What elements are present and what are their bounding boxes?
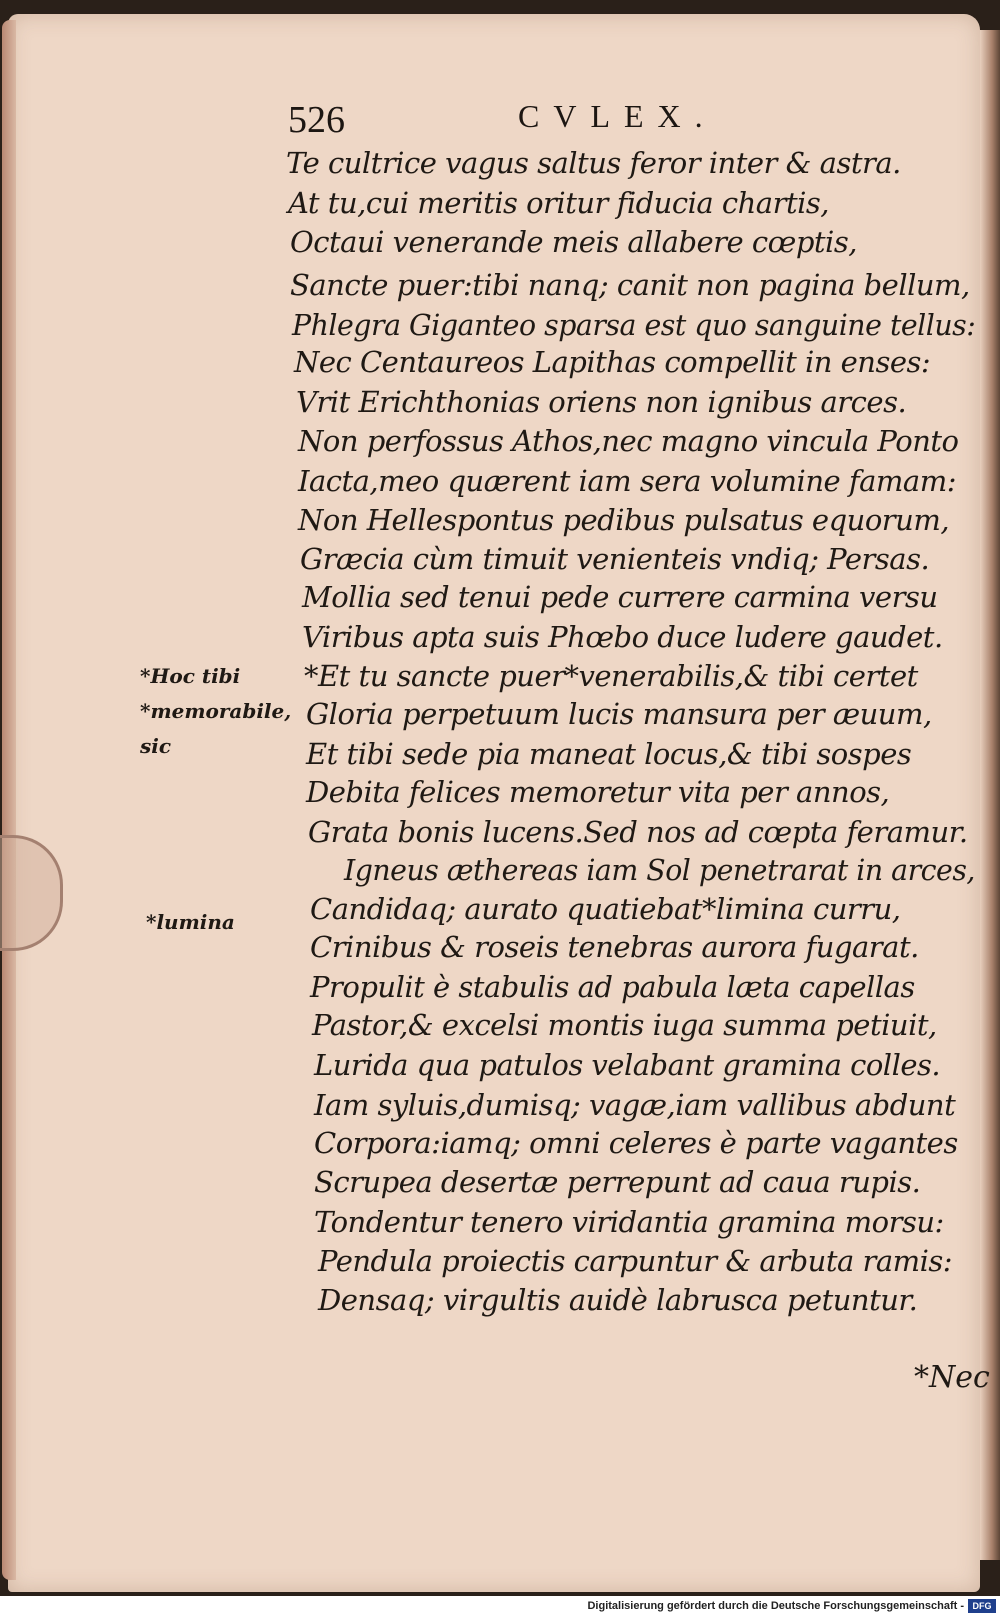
verse-line: *Et tu sancte puer*venerabilis,& tibi certet — [304, 659, 918, 693]
verse-line: Et tibi sede pia maneat locus,& tibi sospes — [306, 737, 912, 771]
verse-line: Nec Centaureos Lapithas compellit in enses: — [294, 345, 931, 379]
verse-line: Propulit è stabulis ad pabula læta capellas — [310, 970, 915, 1004]
verse-line: At tu,cui meritis oritur fiducia chartis, — [288, 186, 829, 220]
verse-line: Non perfossus Athos,nec magno vincula Ponto — [298, 424, 959, 458]
page-number: 526 — [288, 99, 345, 141]
verse-line: Iacta,meo quærent iam sera volumine famam: — [298, 464, 956, 498]
verse-line: Mollia sed tenui pede currere carmina versu — [302, 580, 938, 614]
verse-line: Grata bonis lucens.Sed nos ad cœpta feramur. — [308, 815, 968, 849]
verse-line: Vrit Erichthonias oriens non ignibus arces. — [296, 385, 907, 419]
verse-line: Pastor,& excelsi montis iuga summa petiuit, — [312, 1008, 937, 1042]
dfg-logo: DFG — [968, 1599, 996, 1613]
verse-line: Scrupea desertæ perrepunt ad caua rupis. — [314, 1165, 921, 1199]
verse-line: Crinibus & roseis tenebras aurora fugarat. — [310, 930, 919, 964]
verse-line: Phlegra Giganteo sparsa est quo sanguine tellus: — [292, 308, 976, 342]
margin-note: *lumina — [146, 910, 235, 934]
running-title: CVLEX. — [518, 98, 717, 134]
margin-note: *Hoc tibi — [140, 664, 241, 688]
verse-line: Candidaq; aurato quatiebat*limina curru, — [310, 892, 901, 926]
verse-line: Græcia cùm timuit venienteis vndiq; Persas. — [300, 542, 930, 576]
verse-line: Sancte puer:tibi nanq; canit non pagina bellum, — [290, 268, 970, 302]
page-edge-right — [980, 30, 1000, 1560]
verse-line: Te cultrice vagus saltus feror inter & astra. — [286, 146, 901, 180]
verse-line: Lurida qua patulos velabant gramina colles. — [314, 1048, 941, 1082]
margin-note: sic — [140, 734, 172, 758]
catchword: *Nec — [914, 1360, 990, 1395]
verse-line: Corpora:iamq; omni celeres è parte vagantes — [314, 1126, 958, 1160]
verse-line: Iam syluis,dumisq; vagæ,iam vallibus abdunt — [314, 1088, 956, 1122]
verse-line: Octaui venerande meis allabere cœptis, — [290, 225, 857, 259]
verse-line: Viribus apta suis Phœbo duce ludere gaudet. — [302, 620, 943, 654]
verse-line: Igneus æthereas iam Sol penetrarat in arces, — [344, 853, 975, 887]
verse-line: Non Hellespontus pedibus pulsatus equorum, — [298, 503, 950, 537]
verse-line: Tondentur tenero viridantia gramina morsu: — [314, 1205, 944, 1239]
verse-line: Debita felices memoretur vita per annos, — [306, 775, 890, 809]
margin-note: *memorabile, — [140, 699, 292, 723]
footer-credit: Digitalisierung gefördert durch die Deutsche Forschungsgemeinschaft - — [587, 1600, 964, 1612]
verse-line: Pendula proiectis carpuntur & arbuta ramis: — [318, 1244, 953, 1278]
verse-line: Gloria perpetuum lucis mansura per æuum, — [306, 697, 932, 731]
verse-line: Densaq; virgultis auidè labrusca petuntur. — [318, 1283, 918, 1317]
page-edge-left — [2, 20, 16, 1580]
